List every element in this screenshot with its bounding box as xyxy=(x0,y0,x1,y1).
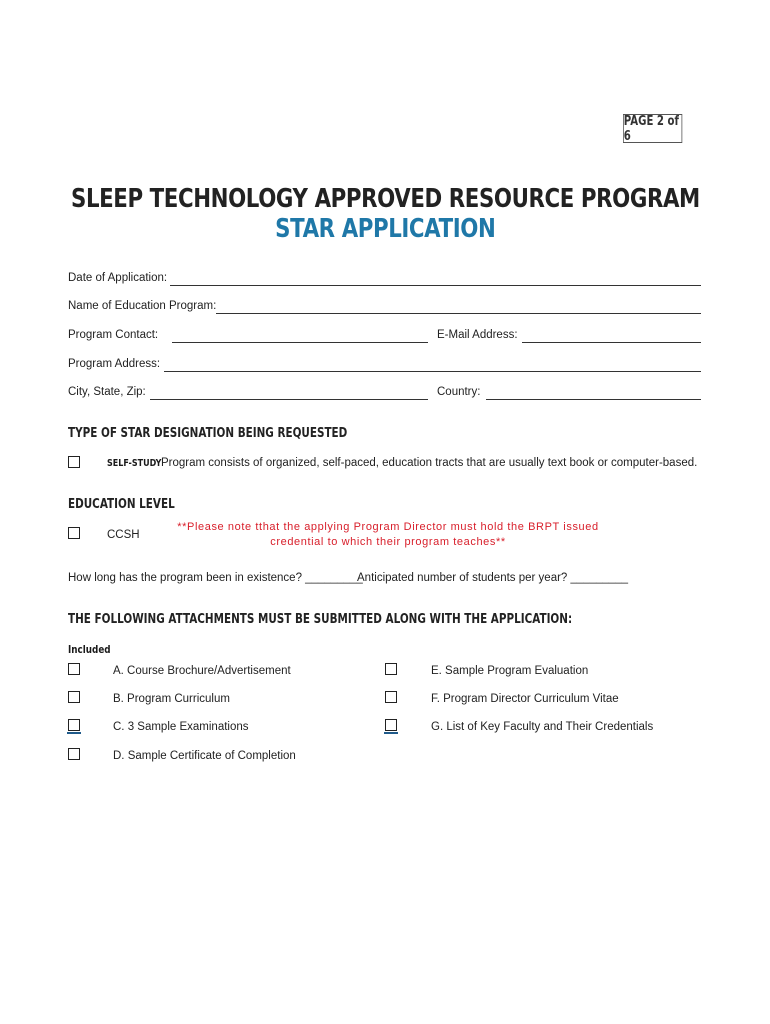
attachment-g-checkbox[interactable] xyxy=(385,719,397,731)
city-state-zip-label: City, State, Zip: xyxy=(68,386,146,398)
page-indicator: PAGE 2 of 6 xyxy=(623,114,682,143)
program-address-field[interactable] xyxy=(164,371,701,372)
country-field[interactable] xyxy=(486,399,701,400)
city-state-zip-field[interactable] xyxy=(150,399,428,400)
page-title: SLEEP TECHNOLOGY APPROVED RESOURCE PROGRAM xyxy=(70,184,700,214)
education-program-name-label: Name of Education Program: xyxy=(68,300,217,312)
program-existence-question: How long has the program been in existence? _________ xyxy=(68,572,363,584)
date-of-application-field[interactable] xyxy=(170,285,701,286)
attachment-d-label: D. Sample Certificate of Completion xyxy=(113,750,296,762)
country-label: Country: xyxy=(437,386,481,398)
ccsh-checkbox[interactable] xyxy=(68,527,80,539)
program-contact-label: Program Contact: xyxy=(68,329,159,341)
ccsh-label: CCSH xyxy=(107,529,140,541)
attachment-c-checkbox[interactable] xyxy=(68,719,80,731)
self-study-label: SELF-STUDY xyxy=(107,458,162,469)
attachment-e-label: E. Sample Program Evaluation xyxy=(431,665,589,677)
students-per-year-question: Anticipated number of students per year? _________ xyxy=(357,572,629,584)
program-address-label: Program Address: xyxy=(68,358,161,370)
designation-heading: TYPE OF STAR DESIGNATION BEING REQUESTED xyxy=(68,426,348,441)
included-label: Included xyxy=(68,643,111,656)
program-contact-field[interactable] xyxy=(172,342,428,343)
attachment-d-checkbox[interactable] xyxy=(68,748,80,760)
attachment-a-checkbox[interactable] xyxy=(68,663,80,675)
email-address-label: E-Mail Address: xyxy=(437,329,518,341)
education-level-heading: EDUCATION LEVEL xyxy=(68,497,175,512)
education-program-name-field[interactable] xyxy=(216,313,701,314)
page-subtitle: STAR APPLICATION xyxy=(274,214,496,244)
attachment-c-label: C. 3 Sample Examinations xyxy=(113,721,249,733)
date-of-application-label: Date of Application: xyxy=(68,272,168,284)
attachment-e-checkbox[interactable] xyxy=(385,663,397,675)
self-study-description: Program consists of organized, self-paced, education tracts that are usually text book or computer-based. xyxy=(161,457,698,469)
email-address-field[interactable] xyxy=(522,342,701,343)
self-study-checkbox[interactable] xyxy=(68,456,80,468)
attachment-b-label: B. Program Curriculum xyxy=(113,693,230,705)
attachments-heading: THE FOLLOWING ATTACHMENTS MUST BE SUBMITTED ALONG WITH THE APPLICATION: xyxy=(68,612,573,627)
director-credential-note: **Please note tthat the applying Program Director must hold the BRPT issued credential to which their program teaches** xyxy=(177,521,599,548)
attachment-f-label: F. Program Director Curriculum Vitae xyxy=(431,693,619,705)
attachment-a-label: A. Course Brochure/Advertisement xyxy=(113,665,291,677)
attachment-f-checkbox[interactable] xyxy=(385,691,397,703)
attachment-b-checkbox[interactable] xyxy=(68,691,80,703)
attachment-g-label: G. List of Key Faculty and Their Credentials xyxy=(431,721,654,733)
